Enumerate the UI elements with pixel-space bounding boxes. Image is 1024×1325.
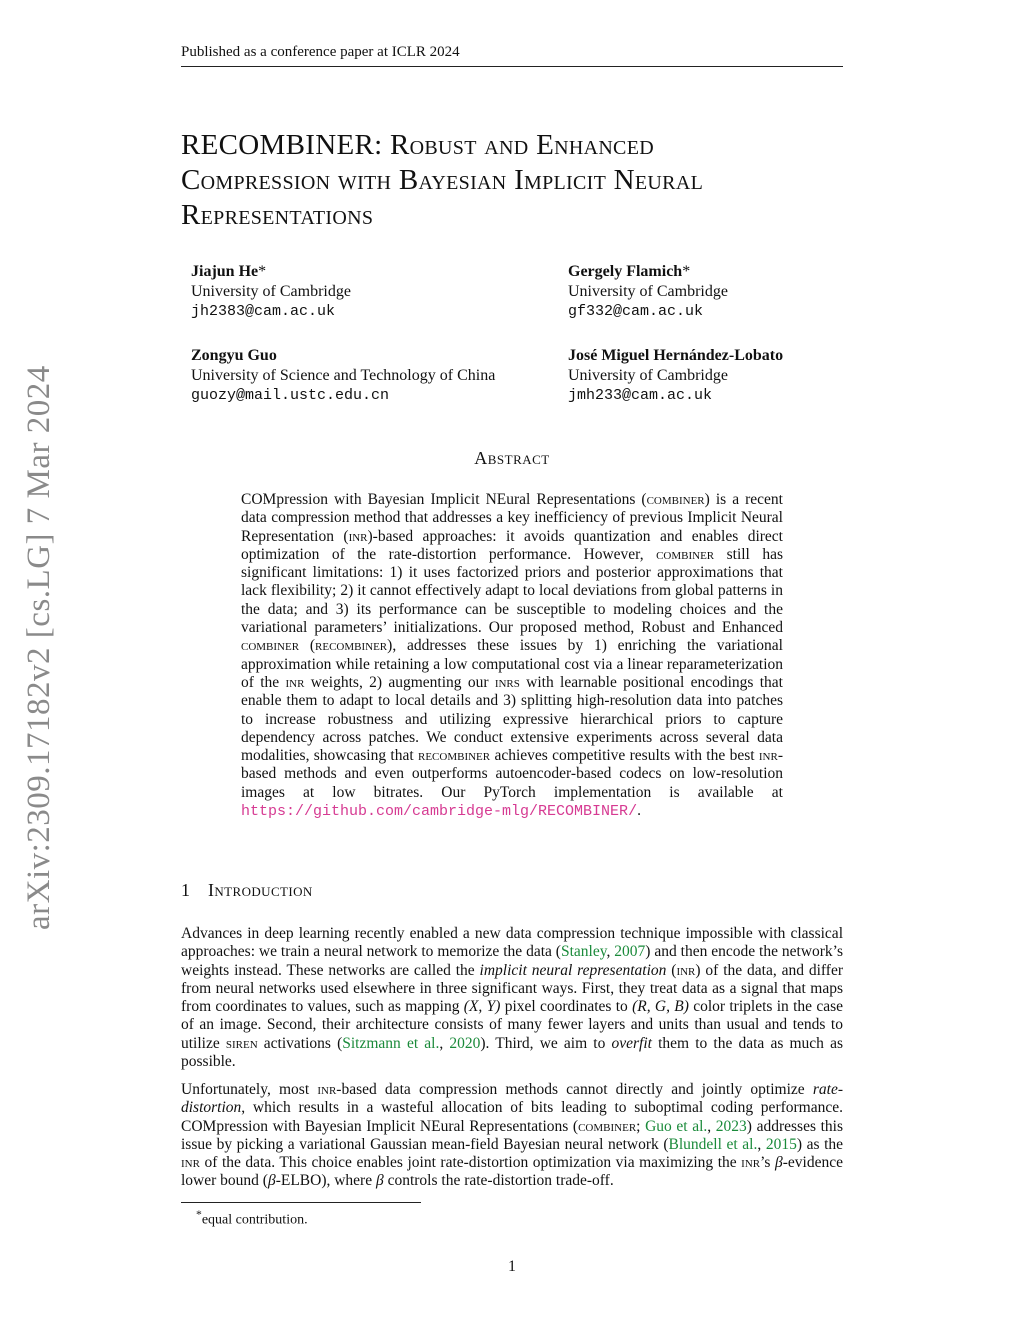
footnote-mark: * (196, 1208, 202, 1221)
author-block (568, 262, 728, 322)
author-name: José Miguel Hernández-Lobato (568, 347, 784, 364)
citation-link[interactable]: Guo et al. (645, 1117, 708, 1135)
citation-link[interactable]: 2015 (765, 1135, 797, 1153)
author-name: Gergely Flamich (568, 263, 683, 280)
author-affiliation: University of Cambridge (191, 283, 351, 300)
paper-title (181, 128, 881, 233)
abstract-text: COMpression with Bayesian Implicit NEural Representations (combiner) is a recent data compression method that addresses a key inefficiency of previous Implicit Neural Representation (inr)-based approaches: it avoids quantization and enables direct optimization of the rate-distortion performance. However, combiner still has significant limitations: 1) it uses factorized priors and posterior approximations that lack flexibility; 2) it cannot effectively adapt to local deviations from global patterns in the data; and 3) its performance can be susceptible to modeling choices and the variational parameters’ initializations. Our proposed method, Robust and Enhanced combiner (recombiner), addresses these issues by 1) enriching the variational approximation while retaining a low computational cost via a linear reparameterization of the inr weights, 2) augmenting our inrs with learnable positional encodings that enable them to adapt to local details and 3) splitting high-resolution data into patches to increase robustness and utilizing expressive hierarchical priors to capture dependency across patches. We conduct extensive experiments across several data modalities, showcasing that recombiner achieves competitive results with the best inr-based methods and even outperforms autoencoder-based codecs on low-resolution images at low bitrates. Our PyTorch implementation is available at https://github.com/cambridge-mlg/RECOMBINER/. (241, 491, 783, 821)
math-expression: (X, Y) (463, 998, 501, 1016)
author-block (568, 346, 783, 406)
citation-link[interactable]: Blundell et al. (668, 1135, 758, 1153)
author-affiliation: University of Cambridge (568, 283, 728, 300)
section-heading-introduction (181, 880, 313, 901)
arxiv-identifier: arXiv:2309.17182v2 [cs.LG] 7 Mar 2024 (21, 365, 57, 930)
title-line-1: RECOMBINER: Robust and Enhanced (181, 129, 654, 161)
math-symbol: β (267, 1172, 276, 1190)
intro-paragraph-1: Advances in deep learning recently enabled a new data compression technique impossible with classical approaches: we train a neural network to memorize the data (Stanley, 2007) and then encode the network’s weights instead. These networks are called the implicit neural representation (inr) of the data, and differ from neural networks used elsewhere in three significant ways. First, they treat data as a signal that maps from coordinates to values, such as mapping (X, Y) pixel coordinates to (R, G, B) color triplets in the case of an image. Second, their architecture consists of many fewer layers and units than usual and tends to utilize siren activations (Sitzmann et al., 2020). Third, we aim to overfit them to the data as much as possible. (181, 925, 844, 1071)
math-symbol: β (775, 1154, 783, 1172)
running-header: Published as a conference paper at ICLR 2024 (181, 44, 843, 67)
author-email: gf332@cam.ac.uk (568, 303, 704, 320)
author-name: Jiajun He (191, 263, 259, 280)
author-mark: * (258, 263, 267, 280)
author-mark: * (682, 263, 691, 280)
math-expression: (R, G, B) (632, 998, 689, 1016)
footnote (196, 1208, 308, 1229)
citation-link[interactable]: Sitzmann et al. (342, 1034, 440, 1052)
author-affiliation: University of Cambridge (568, 367, 728, 384)
section-title: Introduction (208, 880, 313, 900)
citation-link[interactable]: Stanley (560, 943, 607, 961)
footnote-text: equal contribution. (201, 1212, 308, 1228)
author-email: jh2383@cam.ac.uk (191, 303, 336, 320)
section-number: 1 (181, 880, 190, 900)
page-number: 1 (508, 1258, 516, 1275)
author-affiliation: University of Science and Technology of China (191, 367, 496, 384)
title-line-3: Representations (181, 199, 374, 231)
abstract-heading: Abstract (474, 448, 550, 468)
title-line-2: Compression with Bayesian Implicit Neural (181, 164, 704, 196)
author-name: Zongyu Guo (191, 347, 277, 364)
footnote-divider (181, 1202, 421, 1203)
author-email: jmh233@cam.ac.uk (568, 387, 713, 404)
math-symbol: β (375, 1172, 384, 1190)
citation-link[interactable]: 2007 (614, 943, 646, 961)
author-email: guozy@mail.ustc.edu.cn (191, 387, 390, 404)
author-block (191, 262, 351, 322)
citation-link[interactable]: 2020 (449, 1034, 481, 1052)
citation-link[interactable]: 2023 (715, 1117, 747, 1135)
author-block (191, 346, 495, 406)
github-link[interactable]: https://github.com/cambridge-mlg/RECOMBINER/ (241, 803, 638, 821)
intro-paragraph-2: Unfortunately, most inr-based data compression methods cannot directly and jointly optimize rate-distortion, which results in a wasteful allocation of bits leading to suboptimal coding performance. COMpression with Bayesian Implicit NEural Representations (combiner; Guo et al., 2023) addresses this issue by picking a variational Gaussian mean-field Bayesian neural network (Blundell et al., 2015) as the inr of the data. This choice enables joint rate-distortion optimization via maximizing the inr’s β-evidence lower bound (β-ELBO), where β controls the rate-distortion trade-off. (181, 1081, 844, 1190)
